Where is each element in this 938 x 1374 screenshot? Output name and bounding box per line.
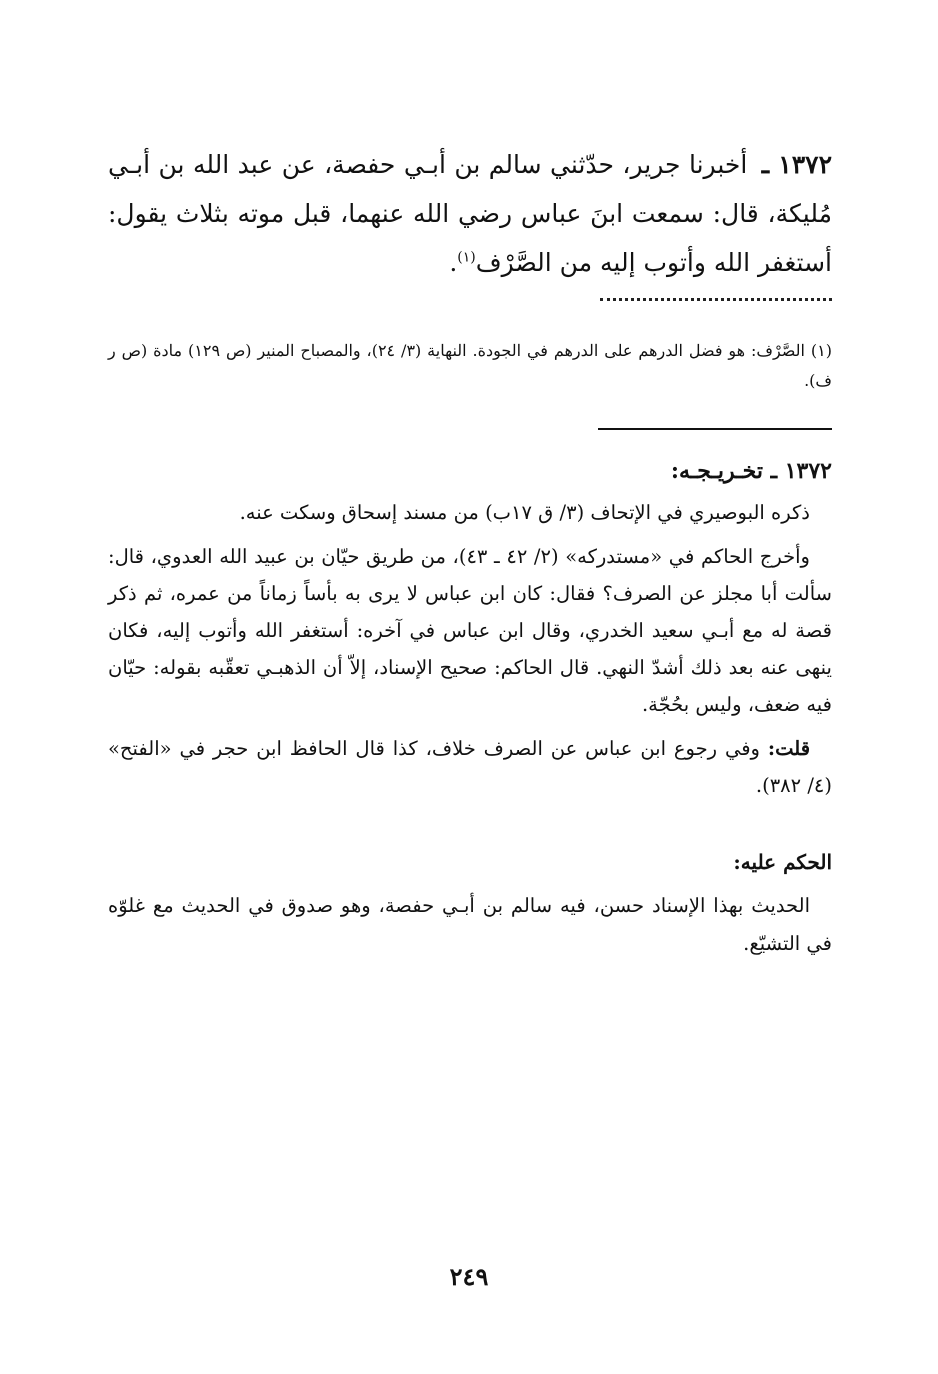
footnote-marker: (١) xyxy=(457,249,476,266)
takhrij-paragraph: وأخرج الحاكم في «مستدركه» (٢/ ٤٢ ـ ٤٣)، من طريق حيّان بن عبيد الله العدوي، قال: سألت أبا مجلز عن الصرف؟ فقال: كان ابن عباس لا يرى به بأساً زماناً من عمره، ثم ذكر قصة له مع أبـي سعيد الخدري، وقال ابن عباس في آخره: أستغفر الله وأتوب إليه، فكان ينهى عنه بعد ذلك أشدّ النهي. قال الحاكم: صحيح الإسناد، إلاّ أن الذهبـي تعقّبه بقوله: حيّان فيه ضعف، وليس بحُجّة. xyxy=(108,545,832,716)
takhrij-note xyxy=(108,730,832,804)
hadith-body: أخبرنا جرير، حدّثني سالم بن أبـي حفصة، عن عبد الله بن أبـي مُليكة، قال: سمعت ابنَ عباس رضي الله عنهما، قبل موته بثلاث يقول: أستغفر الله وأتوب إليه من الصَّرْف xyxy=(108,150,832,277)
footnote-text: (١) الصَّرْف: هو فضل الدرهم على الدرهم في الجودة. النهاية (٣/ ٢٤)، والمصباح المنير (ص ١٢٩) مادة (ص ر ف). xyxy=(108,341,832,390)
takhrij-heading: ١٣٧٢ ـ تخـريـجـه: xyxy=(670,458,832,484)
hadith-number: ١٣٧٢ ـ xyxy=(761,150,833,179)
hadith-end: . xyxy=(449,248,458,277)
page-number: ٢٤٩ xyxy=(449,1262,489,1291)
section-divider xyxy=(598,428,832,430)
takhrij-paragraph: ذكره البوصيري في الإتحاف (٣/ ق ١٧ب) من مسند إسحاق وسكت عنه. xyxy=(239,501,810,524)
takhrij-section xyxy=(108,494,832,804)
takhrij-note-text: وفي رجوع ابن عباس عن الصرف خلاف، كذا قال الحافظ ابن حجر في «الفتح» (٤/ ٣٨٢). xyxy=(108,737,832,797)
footnote xyxy=(108,336,832,396)
hadith-text xyxy=(108,140,832,287)
ruling-heading: الحكم عليه: xyxy=(733,850,832,874)
ruling-text: الحديث بهذا الإسناد حسن، فيه سالم بن أبـي حفصة، وهو صدوق في الحديث مع غلوّه في التشيّع. xyxy=(108,894,832,955)
takhrij-note-lead: قلت: xyxy=(767,737,811,760)
footnote-separator xyxy=(600,298,832,307)
ruling-section xyxy=(108,887,832,963)
